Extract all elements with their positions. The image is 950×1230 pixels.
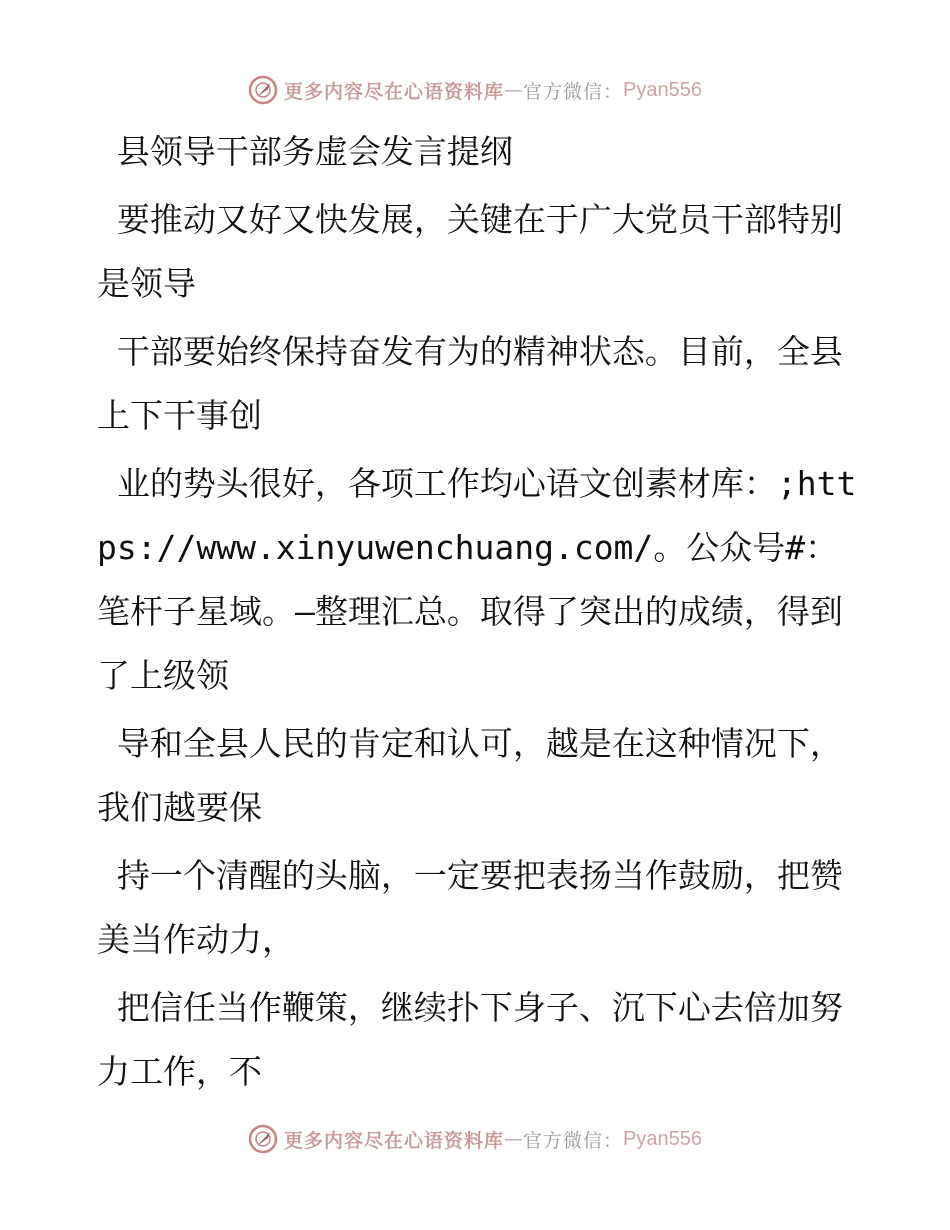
quill-logo-icon xyxy=(248,1124,278,1154)
header-watermark-banner xyxy=(0,72,950,108)
footer-watermark-banner xyxy=(0,1121,950,1157)
banner-separator: — xyxy=(504,1128,524,1150)
banner-label: 官方微信： xyxy=(523,1129,624,1152)
paragraph-4: 导和全县人民的肯定和认可，越是在这种情况下，我们越要保 xyxy=(97,724,843,827)
paragraph-5: 持一个清醒的头脑，一定要把表扬当作鼓励，把赞美当作动力， xyxy=(97,856,843,959)
paragraph-6: 把信任当作鞭策，继续扑下身子、沉下心去倍加努力工作，不 xyxy=(97,988,843,1091)
banner-main-text: 更多内容尽在心语资料库 xyxy=(284,1129,505,1152)
document-body xyxy=(97,120,857,1104)
banner-main-text: 更多内容尽在心语资料库 xyxy=(284,80,505,103)
banner-account-id: Pyan556 xyxy=(623,78,702,101)
quill-logo-icon xyxy=(248,75,278,105)
banner-separator: — xyxy=(504,79,524,101)
document-title: 县领导干部务虚会发言提纲 xyxy=(97,132,513,171)
paragraph-2: 干部要始终保持奋发有为的精神状态。目前，全县上下干事创 xyxy=(97,332,843,435)
banner-account-id: Pyan556 xyxy=(623,1127,702,1150)
paragraph-1: 要推动又好又快发展，关键在于广大党员干部特别是领导 xyxy=(97,200,843,303)
paragraph-3: 业的势头很好，各项工作均心语文创素材库：;https://www.xinyuwenchuang.com/。公众号#：笔杆子星域。—整理汇总。取得了突出的成绩，得到了上级领 xyxy=(97,464,857,695)
banner-label: 官方微信： xyxy=(523,80,624,103)
